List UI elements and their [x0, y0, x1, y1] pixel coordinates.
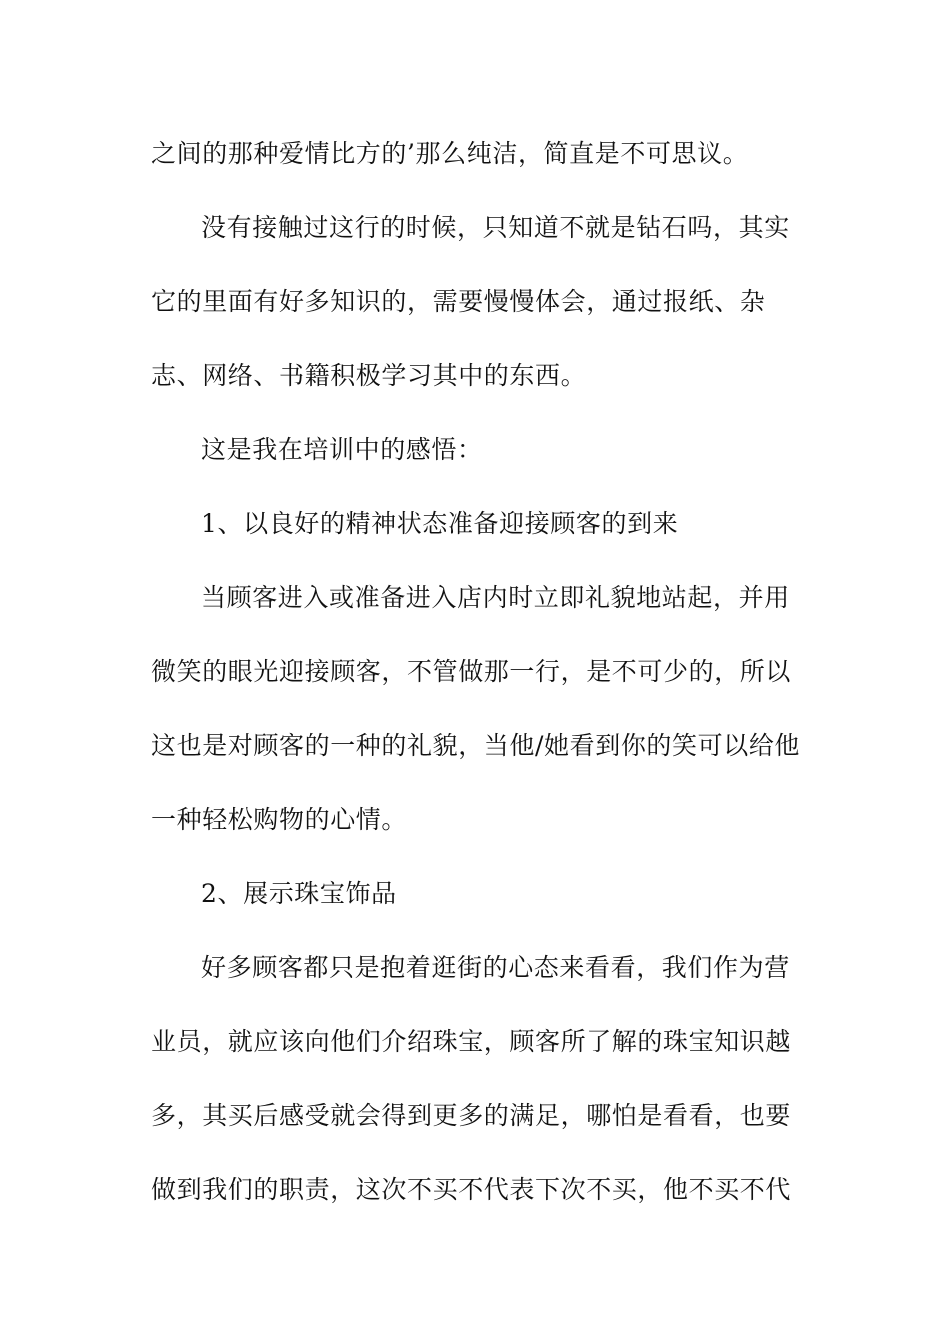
section-heading-1: 1、以良好的精神状态准备迎接顾客的到来	[201, 509, 679, 538]
paragraph-start-line: 当顾客进入或准备进入店内时立即礼貌地站起，并用	[201, 583, 790, 612]
text-line-8: 微笑的眼光迎接顾客，不管做那一行，是不可少的，所以	[151, 657, 792, 686]
text-line-1: 之间的那种爱情比方的’那么纯洁，简直是不可思议。	[151, 139, 749, 168]
paragraph-start-line: 好多顾客都只是抱着逛街的心态来看看，我们作为营	[201, 953, 790, 982]
text-line-4: 志、网络、书籍积极学习其中的东西。	[151, 361, 587, 390]
text-line-15: 做到我们的职责，这次不买不代表下次不买，他不买不代	[151, 1175, 792, 1204]
paragraph-start-line: 这是我在培训中的感悟：	[201, 435, 483, 464]
text-line-9: 这也是对顾客的一种的礼貌，当他/她看到你的笑可以给他	[151, 731, 801, 760]
section-heading-2: 2、展示珠宝饰品	[201, 879, 397, 908]
text-line-10: 一种轻松购物的心情。	[151, 805, 408, 834]
text-line-13: 业员，就应该向他们介绍珠宝，顾客所了解的珠宝知识越	[151, 1027, 792, 1056]
paragraph-start-line: 没有接触过这行的时候，只知道不就是钻石吗，其实	[201, 213, 790, 242]
text-line-14: 多，其买后感受就会得到更多的满足，哪怕是看看，也要	[151, 1101, 792, 1130]
text-line-3: 它的里面有好多知识的，需要慢慢体会，通过报纸、杂	[151, 287, 766, 316]
